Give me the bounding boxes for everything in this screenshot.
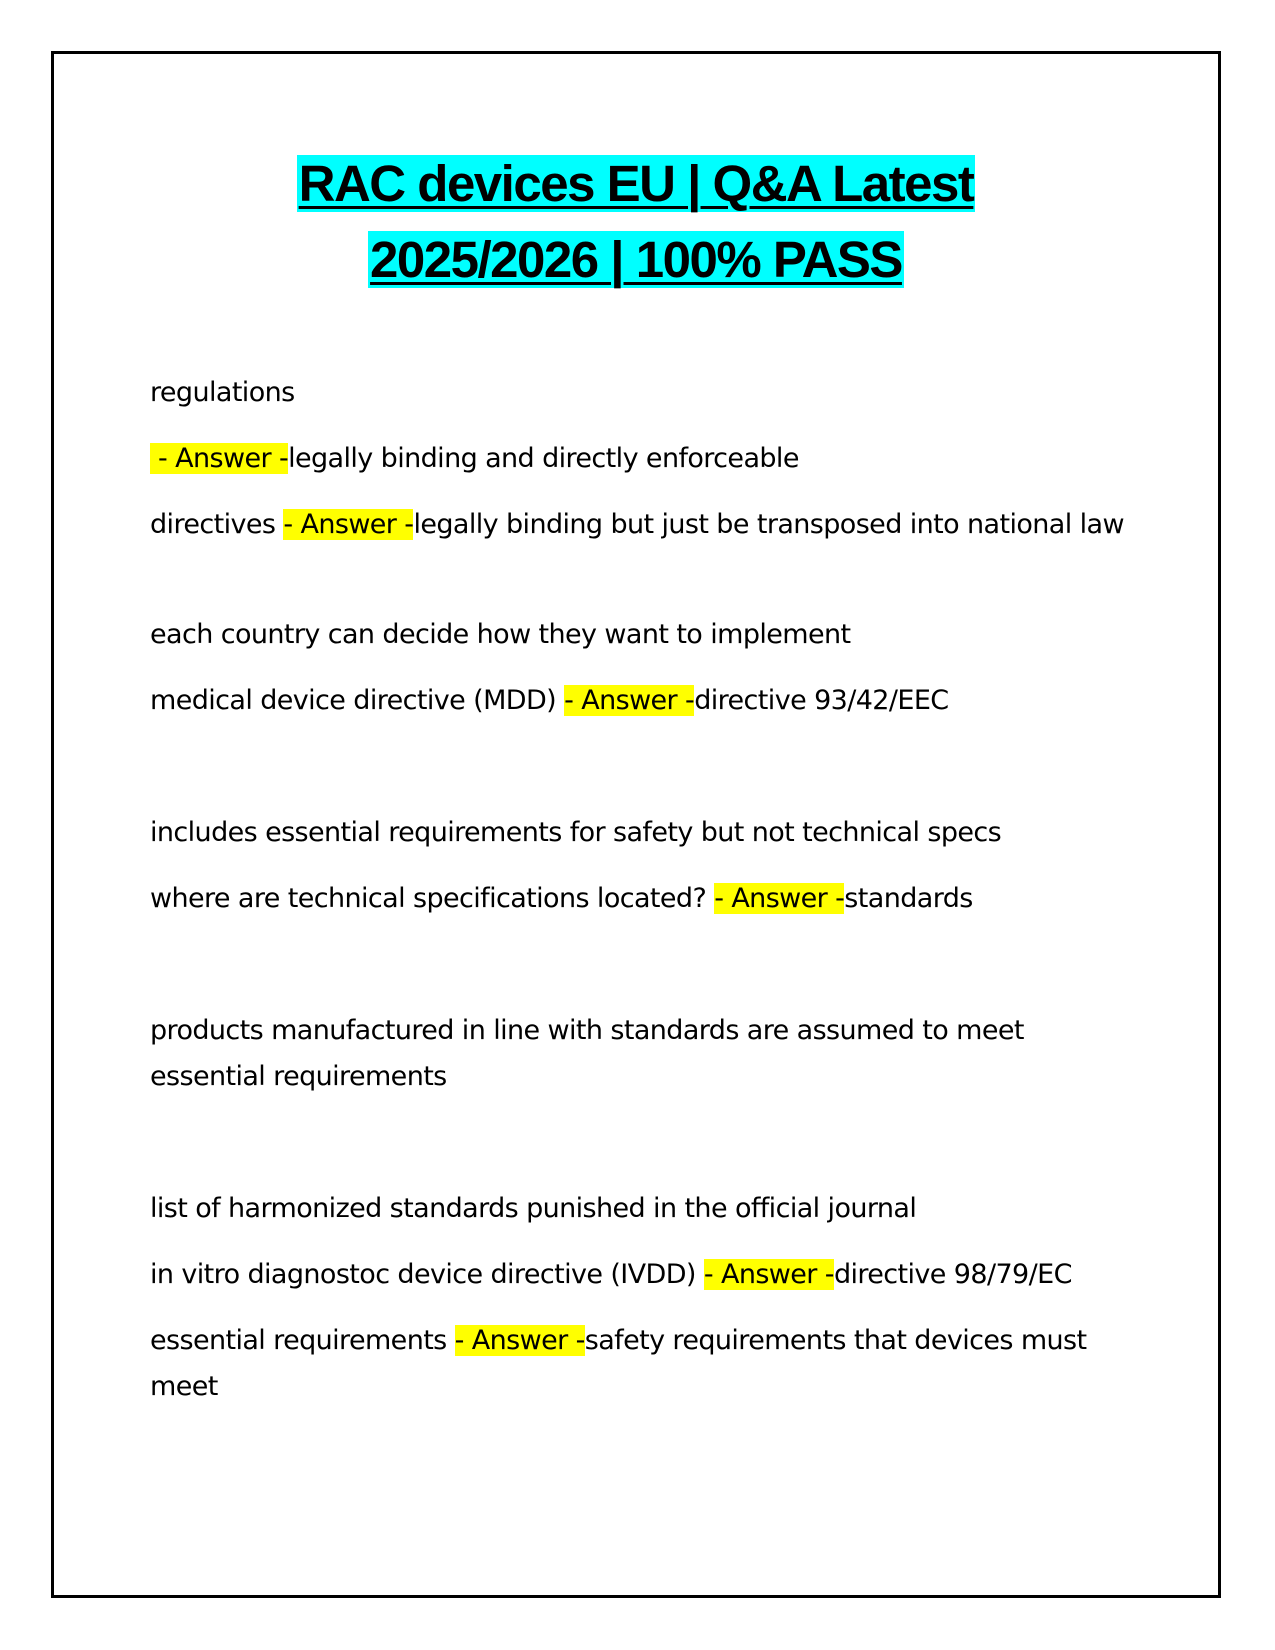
title-line-1: RAC devices EU | Q&A Latest (298, 155, 974, 212)
qa-entry-7 (150, 876, 1140, 922)
qa-entry-9 (150, 1186, 1140, 1232)
answer-marker: - Answer - (714, 883, 845, 914)
document-title (51, 146, 1221, 298)
question-text: essential requirements (150, 1325, 455, 1356)
question-text: products manufactured in line with standards are assumed to meet essential requirements (150, 1015, 1024, 1092)
answer-marker: - Answer - (703, 1259, 834, 1290)
answer-marker: - Answer - (454, 1325, 585, 1356)
qa-entry-6 (150, 810, 1140, 856)
answer-marker: - Answer - (564, 685, 695, 716)
answer-text: safety requirements that devices must meet (150, 1325, 1087, 1402)
qa-entry-5 (150, 678, 1140, 724)
qa-entry-10 (150, 1252, 1140, 1298)
title-line-2: 2025/2026 | 100% PASS (370, 231, 902, 288)
question-text: includes essential requirements for safety but not technical specs (150, 817, 1002, 848)
question-text: directives (150, 509, 284, 540)
qa-entry-3 (150, 502, 1140, 548)
qa-entry-4 (150, 612, 1140, 658)
answer-text: standards (844, 883, 973, 914)
answer-text: legally binding but just be transposed into national law (413, 509, 1124, 540)
answer-marker: - Answer - (150, 443, 288, 474)
qa-entry-2 (150, 436, 1140, 482)
question-text: in vitro diagnostoc device directive (IVDD) (150, 1259, 704, 1290)
question-text: each country can decide how they want to implement (150, 619, 851, 650)
question-text: regulations (150, 377, 295, 408)
qa-entry-1 (150, 370, 1140, 416)
qa-entry-8 (150, 1008, 1140, 1100)
answer-text: legally binding and directly enforceable (288, 443, 799, 474)
question-text: where are technical specifications located? (150, 883, 715, 914)
answer-text: directive 93/42/EEC (694, 685, 949, 716)
question-text: list of harmonized standards punished in the official journal (150, 1193, 917, 1224)
question-text: medical device directive (MDD) (150, 685, 565, 716)
answer-marker: - Answer - (283, 509, 414, 540)
answer-text: directive 98/79/EC (833, 1259, 1072, 1290)
qa-entry-11 (150, 1318, 1140, 1410)
